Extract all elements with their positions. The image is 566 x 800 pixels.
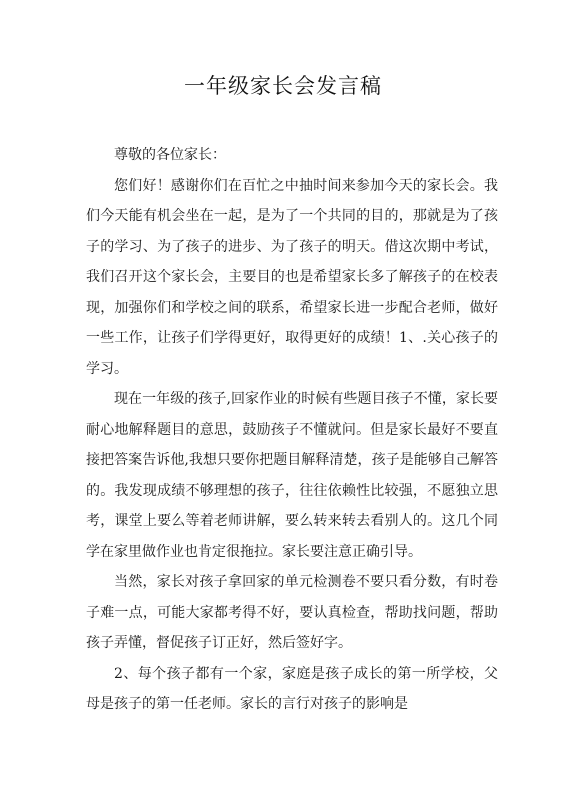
- paragraph-family-role: 2、每个孩子都有一个家，家庭是孩子成长的第一所学校，父母是孩子的第一任老师。家长的言行对孩子的影响是: [86, 665, 498, 712]
- paragraph-greeting: 您们好！感谢你们在百忙之中抽时间来参加今天的家长会。我们今天能有机会坐在一起，是为了一个共同的目的，那就是为了孩子的学习、为了孩子的进步、为了孩子的明天。借这次期中考试，我们召开这个家长会，主要目的也是希望家长多了解孩子的在校表现，加强你们和学校之间的联系，希望家长进一步配合老师，做好一些工作，让孩子们学得更好，取得更好的成绩！1、.关心孩子的学习。: [86, 177, 498, 377]
- document-title: 一年级家长会发言稿: [184, 74, 382, 98]
- document-body: [86, 140, 498, 720]
- paragraph-test-papers: 当然，家长对孩子拿回家的单元检测卷不要只看分数，有时卷子难一点，可能大家都考得不好，要认真检查，帮助找问题，帮助孩子弄懂，督促孩子订正好，然后签好字。: [86, 574, 498, 651]
- salutation: 尊敬的各位家长：: [114, 147, 226, 163]
- paragraph-homework: 现在一年级的孩子,回家作业的时候有些题目孩子不懂，家长要耐心地解释题目的意思，鼓励孩子不懂就问。但是家长最好不要直接把答案告诉他,我想只要你把题目解释清楚，孩子是能够自己解答的。我发现成绩不够理想的孩子，往往依赖性比较强，不愿独立思考，课堂上要么等着老师讲解，要么转来转去看别人的。这几个同学在家里做作业也肯定很拖拉。家长要注意正确引导。: [86, 391, 498, 560]
